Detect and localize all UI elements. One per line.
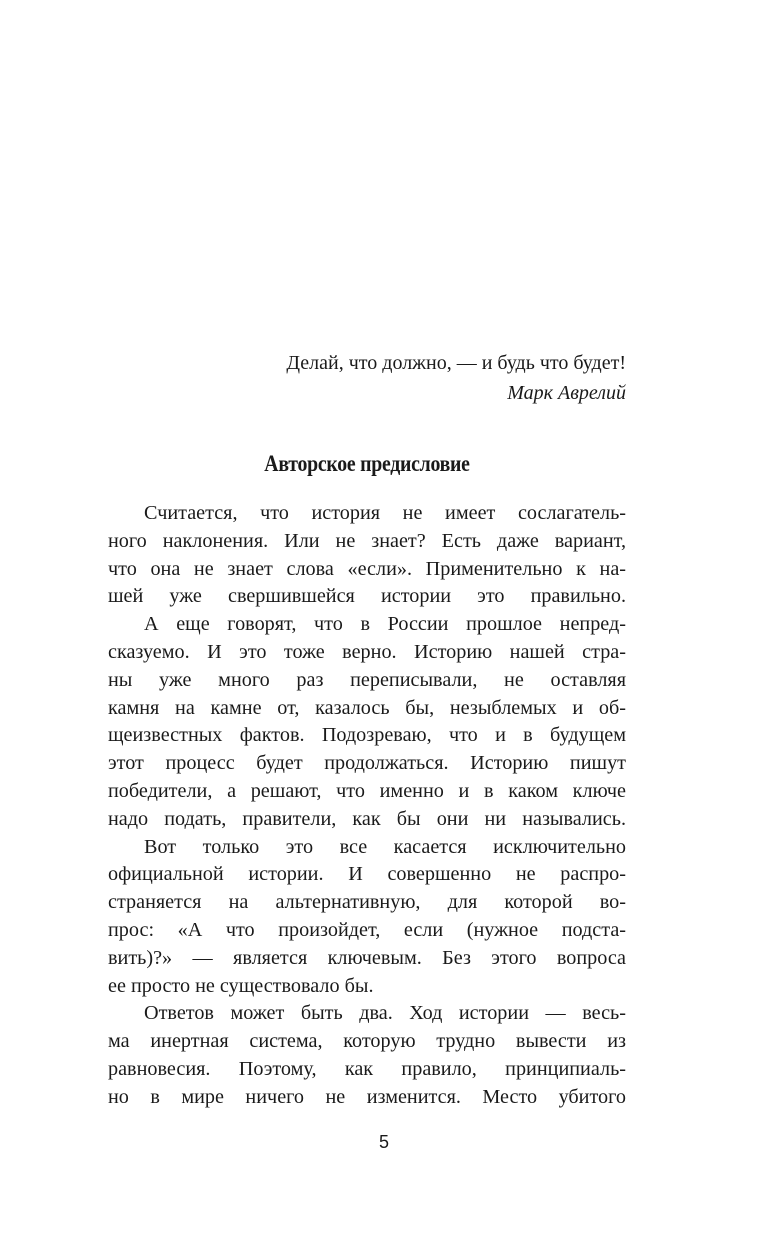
text-line: ного наклонения. Или не знает? Есть даже вариант, [108, 529, 626, 552]
chapter-title: Авторское предисловие [264, 451, 470, 476]
text-line: ны уже много раз переписывали, не оставляя [108, 668, 626, 691]
text-line: но в мире ничего не изменится. Место убитого [108, 1085, 626, 1108]
page-number: 5 [378, 1132, 389, 1152]
text-line: ма инертная система, которую трудно вывести из [108, 1030, 626, 1053]
text-line: победители, а решают, что именно и в каком ключе [108, 779, 626, 802]
text-line: прос: «А что произойдет, если (нужное подста- [108, 918, 626, 941]
text-line: Вот только это все касается исключительно [144, 835, 626, 858]
text-line: Ответов может быть два. Ход истории — весь- [144, 1002, 626, 1025]
text-line: равновесия. Поэтому, как правило, принципиаль- [108, 1057, 626, 1080]
epigraph-quote: Делай, что должно, — и будь что будет! [286, 352, 626, 374]
text-line: этот процесс будет продолжаться. Историю пишут [108, 752, 626, 775]
text-line: Считается, что история не имеет сослагатель- [144, 502, 626, 524]
text-line: шей уже свершившейся истории это правильно. [108, 585, 626, 608]
epigraph [108, 348, 626, 408]
epigraph-author: Марк Аврелий [507, 382, 626, 404]
paragraph [108, 834, 626, 1001]
body-text [108, 500, 626, 1112]
text-line: вить)?» — является ключевым. Без этого вопроса [108, 946, 626, 969]
text-line: надо подать, правители, как бы они ни назывались. [108, 807, 626, 830]
paragraph [108, 611, 626, 833]
paragraph [108, 1000, 626, 1111]
text-line: А еще говорят, что в России прошлое непред- [144, 613, 626, 636]
text-line: официальной истории. И совершенно не распро- [108, 863, 626, 886]
text-line: ее просто не существовало бы. [108, 974, 374, 997]
text-line: камня на камне от, казалось бы, незыблемых и об- [108, 696, 626, 719]
text-line: что она не знает слова «если». Применительно к на- [108, 557, 626, 580]
text-line: сказуемо. И это тоже верно. Историю нашей стра- [108, 640, 626, 663]
text-line: страняется на альтернативную, для которой во- [108, 891, 626, 914]
paragraph [108, 500, 626, 611]
text-line: щеизвестных фактов. Подозреваю, что и в будущем [108, 724, 626, 747]
